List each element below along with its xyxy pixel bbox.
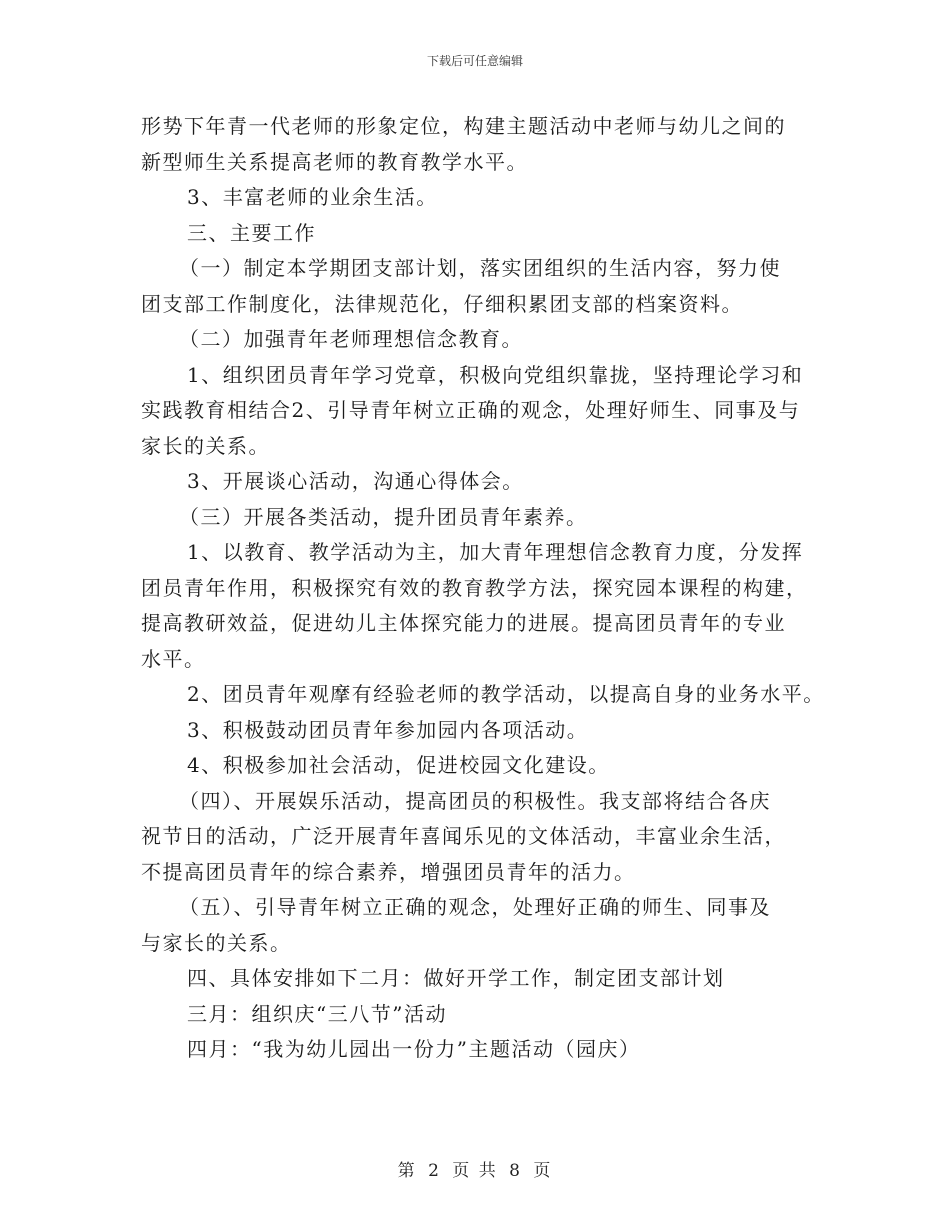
text-line: 3、积极鼓动团员青年参加园内各项活动。 — [187, 717, 589, 742]
document-body — [141, 109, 841, 1068]
footer-total-pages: 8 — [509, 1161, 522, 1181]
text-line: 实践教育相结合2、引导青年树立正确的观念，处理好师生、同事及与 — [141, 398, 801, 422]
page-header: 下载后可任意编辑 — [426, 54, 523, 68]
text-line: 三月：组织庆“三八节”活动 — [187, 1001, 447, 1026]
text-line: 3、开展谈心活动，沟通心得体会。 — [187, 469, 524, 493]
text-line: 1、组织团员青年学习党章，积极向党组织靠拢，坚持理论学习和 — [187, 362, 804, 387]
text-line: 与家长的关系。 — [141, 930, 292, 955]
text-line: 4、积极参加社会活动，促进校园文化建设。 — [187, 753, 610, 777]
text-line: 不提高团员青年的综合素养，增强团员青年的活力。 — [141, 859, 636, 884]
text-line: 1、以教育、教学活动为主，加大青年理想信念教育力度，分发挥 — [187, 540, 804, 564]
text-line: 四、具体安排如下二月：做好开学工作，制定团支部计划 — [187, 966, 725, 990]
text-line: 形势下年青一代老师的形象定位，构建主题活动中老师与幼儿之间的 — [141, 114, 786, 138]
text-line: 新型师生关系提高老师的教育教学水平。 — [141, 149, 528, 174]
footer-suffix: 页 — [533, 1161, 553, 1181]
text-line: 提高教研效益，促进幼儿主体探究能力的进展。提高团员青年的专业 — [141, 611, 786, 635]
page-footer — [0, 1156, 950, 1181]
footer-page-number: 2 — [428, 1161, 441, 1181]
text-line: 团员青年作用，积极探究有效的教育教学方法，探究园本课程的构建， — [141, 575, 808, 600]
text-line: （二）加强青年老师理想信念教育。 — [179, 327, 523, 351]
text-line: （四）、开展娱乐活动，提高团员的积极性。我支部将结合各庆 — [179, 788, 771, 813]
text-line: 家长的关系。 — [141, 433, 270, 458]
text-line: 四月：“我为幼儿园出一份力”主题活动（园庆） — [187, 1037, 641, 1061]
footer-prefix: 第 — [397, 1161, 417, 1181]
text-line: （一）制定本学期团支部计划，落实团组织的生活内容，努力使 — [179, 256, 781, 280]
text-line: 三、主要工作 — [187, 220, 316, 245]
text-line: 3、丰富老师的业余生活。 — [187, 185, 438, 209]
text-line: 祝节日的活动，广泛开展青年喜闻乐见的文体活动，丰富业余生活， — [141, 824, 786, 848]
text-line: 团支部工作制度化，法律规范化，仔细积累团支部的档案资料。 — [141, 291, 743, 316]
text-line: （三）开展各类活动，提升团员青年素养。 — [179, 504, 588, 529]
footer-middle: 页 共 — [452, 1161, 498, 1181]
text-line: 水平。 — [141, 646, 206, 671]
text-line: （五）、引导青年树立正确的观念，处理好正确的师生、同事及 — [179, 895, 771, 919]
text-line: 2、团员青年观摩有经验老师的教学活动，以提高自身的业务水平。 — [187, 682, 825, 706]
